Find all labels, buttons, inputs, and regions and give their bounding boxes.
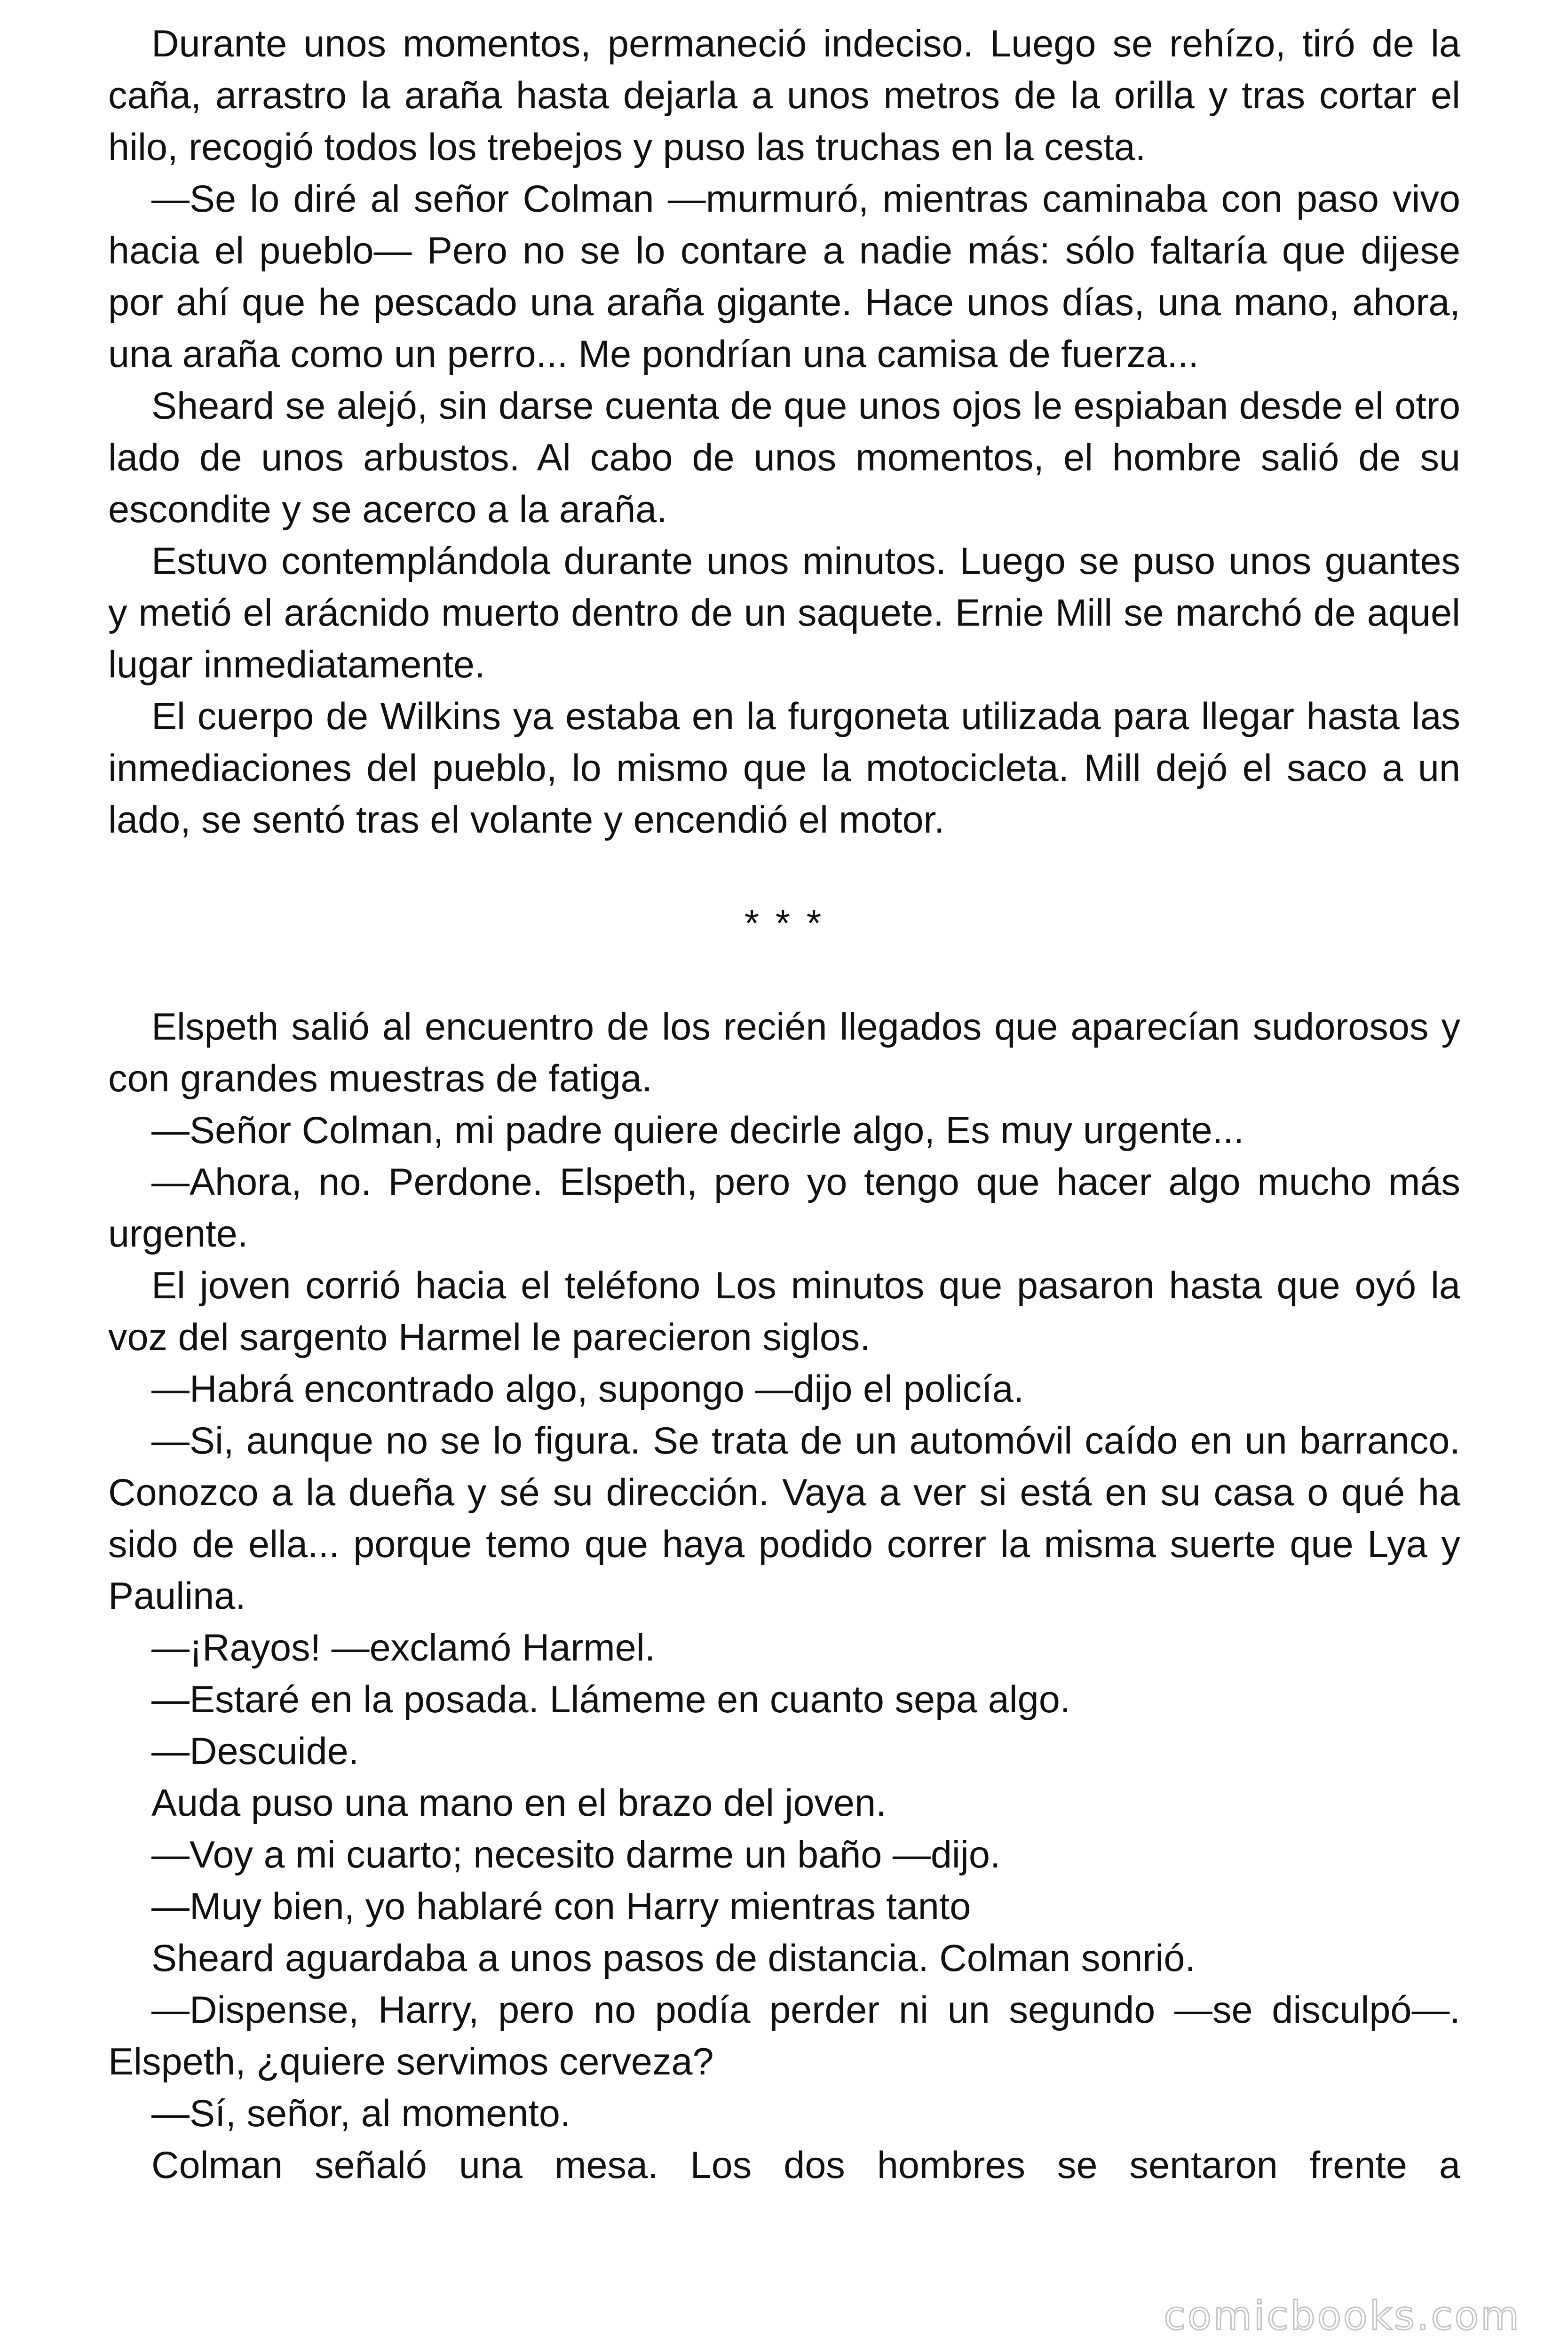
paragraph: —Señor Colman, mi padre quiere decirle algo, Es muy urgente... [151, 1109, 1244, 1152]
paragraph: El joven corrió hacia el teléfono Los minutos que pasaron hasta que oyó la voz del sargento Harmel le parecieron siglos. [108, 1264, 1460, 1359]
paragraph: —Ahora, no. Perdone. Elspeth, pero yo tengo que hacer algo mucho más urgente. [108, 1161, 1460, 1255]
paragraph: —Se lo diré al señor Colman —murmuró, mientras caminaba con paso vivo hacia el pueblo— Pero no se lo contare a nadie más: sólo faltaría que dijese por ahí que he pescado una araña gigante. Hace unos días, una mano, ahora, una araña como un perro... Me pondrían una camisa de fuerza... [108, 178, 1460, 375]
section-gap [108, 846, 1460, 898]
section-gap [108, 949, 1460, 1001]
paragraph: El cuerpo de Wilkins ya estaba en la furgoneta utilizada para llegar hasta las inmediaciones del pueblo, lo mismo que la motocicleta. Mill dejó el saco a un lado, se sentó tras el volante y encendió el motor. [108, 695, 1460, 841]
paragraph: —Muy bien, yo hablaré con Harry mientras tanto [151, 1885, 971, 1928]
paragraph: —Voy a mi cuarto; necesito darme un baño —dijo. [151, 1834, 1001, 1876]
paragraph: —Dispense, Harry, pero no podía perder ni un segundo —se disculpó—. Elspeth, ¿quiere servimos cerveza? [108, 1989, 1460, 2083]
paragraph: —Estaré en la posada. Llámeme en cuanto sepa algo. [151, 1678, 1071, 1721]
paragraph: —Si, aunque no se lo figura. Se trata de un automóvil caído en un barranco. Conozco a la dueña y sé su dirección. Vaya a ver si está en su casa o qué ha sido de ella... porque temo que haya podido correr la misma suerte que Lya y Paulina. [108, 1420, 1460, 1617]
paragraph: Durante unos momentos, permaneció indeciso. Luego se rehízo, tiró de la caña, arrastro la araña hasta dejarla a unos metros de la orilla y tras cortar el hilo, recogió todos los trebejos y puso las truchas en la cesta. [108, 23, 1460, 168]
section-separator: * * * [744, 902, 824, 945]
paragraph: Auda puso una mano en el brazo del joven. [151, 1782, 887, 1824]
paragraph: —Habrá encontrado algo, supongo —dijo el policía. [151, 1368, 1024, 1410]
book-page [108, 18, 1460, 2191]
paragraph: Sheard se alejó, sin darse cuenta de que unos ojos le espiaban desde el otro lado de unos arbustos. Al cabo de unos momentos, el hombre salió de su escondite y se acerco a la araña. [108, 385, 1460, 531]
paragraph: Sheard aguardaba a unos pasos de distancia. Colman sonrió. [151, 1937, 1196, 1979]
watermark: comicbooks.com [1164, 2293, 1521, 2339]
paragraph: —Sí, señor, al momento. [151, 2092, 571, 2135]
paragraph: Estuvo contemplándola durante unos minutos. Luego se puso unos guantes y metió el arácnido muerto dentro de un saquete. Ernie Mill se marchó de aquel lugar inmediatamente. [108, 540, 1460, 686]
paragraph: —Descuide. [151, 1730, 359, 1772]
paragraph-continued: Colman señaló una mesa. Los dos hombres se sentaron frente a [151, 2144, 1460, 2186]
paragraph: —¡Rayos! —exclamó Harmel. [151, 1627, 656, 1669]
paragraph: Elspeth salió al encuentro de los recién llegados que aparecían sudorosos y con grandes muestras de fatiga. [108, 1006, 1460, 1100]
